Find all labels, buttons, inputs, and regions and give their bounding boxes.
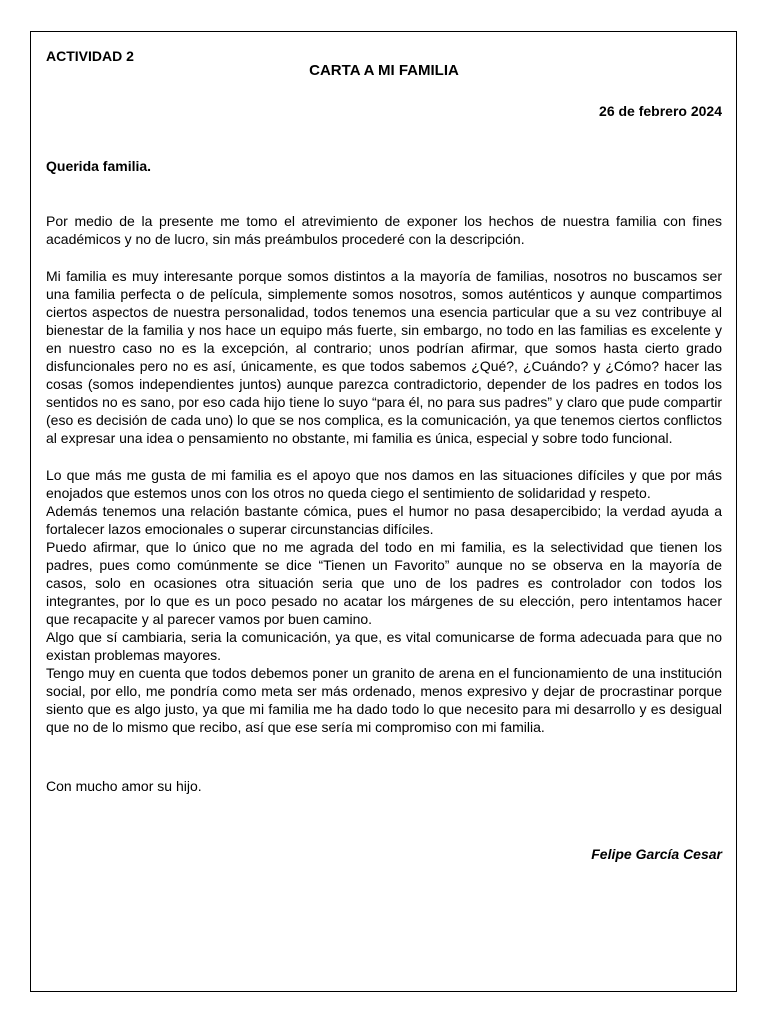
letter-title: CARTA A MI FAMILIA: [309, 62, 459, 79]
letter-greeting: Querida familia.: [46, 158, 152, 174]
letter-content: [46, 47, 722, 863]
letter-closing: Con mucho amor su hijo.: [46, 778, 202, 794]
paragraph-family-description: Mi familia es muy interesante porque somos distintos a la mayoría de familias, nosotros no buscamos ser una familia perfecta o de película, simplemente somos nosotros, somos auténticos y aunque compartimos ciertos aspectos de nuestra personalidad, todos tenemos una esencia particular que a su vez contribuye al bienestar de la familia y nos hace un equipo más fuerte, sin embargo, no todo en las familias es excelente y en nuestro caso no es la excepción, al contrario; unos podrían afirmar, que somos hasta cierto grado disfuncionales pero no es así, únicamente, es que todos sabemos ¿Qué?, ¿Cuándo? y ¿Cómo? hacer las cosas (somos independientes juntos) aunque parezca contradictorio, depender de los padres en todos los sentidos no es sano, por eso cada hijo tiene lo suyo “para él, no para sus padres” y claro que pude compartir (eso es decisión de cada uno) lo que se nos complica, es la comunicación, ya que tenemos ciertos conflictos al expresar una idea o pensamiento no obstante, mi familia es única, especial y sobre todo funcional.: [46, 268, 722, 446]
paragraph-commitment: Tengo muy en cuenta que todos debemos poner un granito de arena en el funcionamiento de una institución social, por ello, me pondría como meta ser más ordenado, menos expresivo y dejar de procrastinar porque siento que es algo justo, ya que mi familia me ha dado todo lo que necesito para mi desarrollo y es desigual que no de lo mismo que recibo, así que ese sería mi compromiso con mi familia.: [46, 665, 722, 735]
activity-label: ACTIVIDAD 2: [46, 48, 134, 64]
letter-signature: Felipe García Cesar: [591, 846, 722, 862]
letter-date: 26 de febrero 2024: [599, 103, 722, 119]
paragraph-intro: Por medio de la presente me tomo el atrevimiento de exponer los hechos de nuestra familia con fines académicos y no de lucro, sin más preámbulos procederé con la descripción.: [46, 213, 722, 247]
paragraph-likes: Lo que más me gusta de mi familia es el apoyo que nos damos en las situaciones difíciles y que por más enojados que estemos unos con los otros no queda ciego el sentimiento de solidaridad y respeto.: [46, 467, 722, 501]
paragraph-humor: Además tenemos una relación bastante cómica, pues el humor no pasa desapercibido; la verdad ayuda a fortalecer lazos emocionales o superar circunstancias difíciles.: [46, 503, 722, 537]
paragraph-change: Algo que sí cambiaria, seria la comunicación, ya que, es vital comunicarse de forma adecuada para que no existan problemas mayores.: [46, 629, 722, 663]
paragraph-dislikes: Puedo afirmar, que lo único que no me agrada del todo en mi familia, es la selectividad que tienen los padres, pues como comúnmente se dice “Tienen un Favorito” aunque no se observa en la mayoría de casos, solo en ocasiones otra situación seria que uno de los padres es controlador con todos los integrantes, por lo que es un poco pesado no acatar los márgenes de su elección, pero intentamos hacer que recapacite y al parecer vamos por buen camino.: [46, 539, 722, 627]
